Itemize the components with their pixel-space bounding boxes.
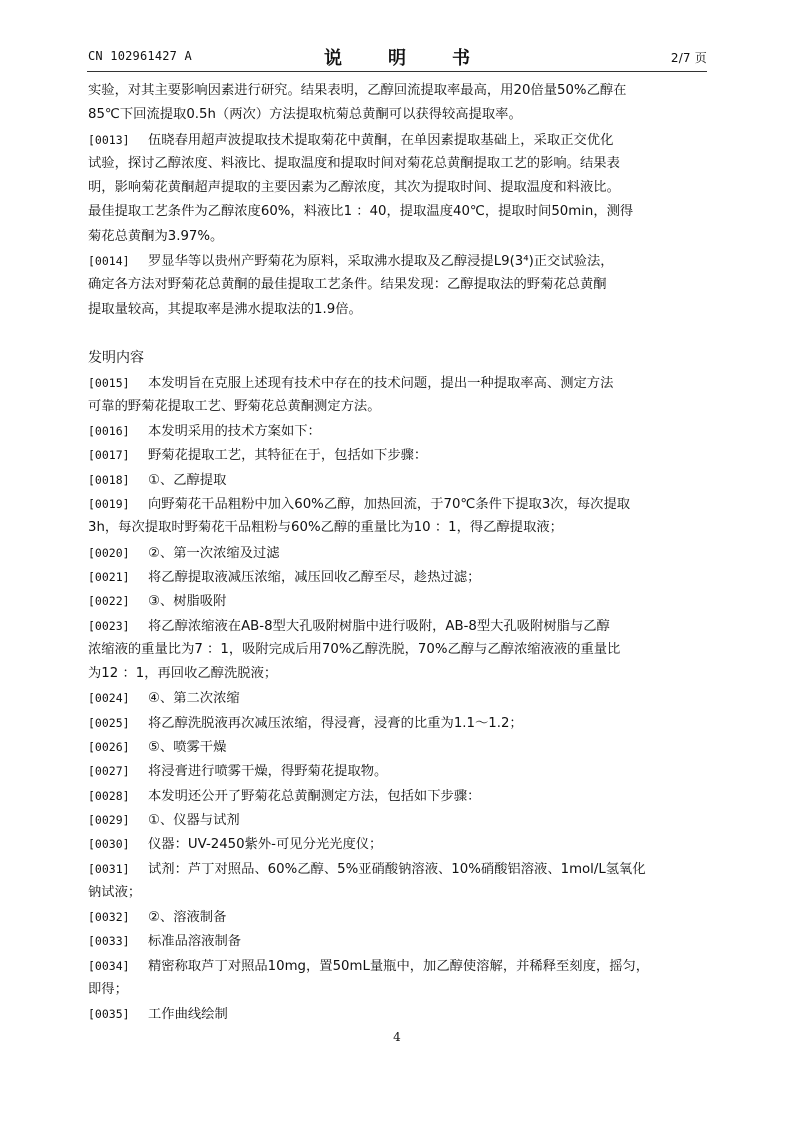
paragraph-number: [0026] xyxy=(88,740,130,755)
paragraph-number: [0021] xyxy=(88,569,130,584)
header-rule xyxy=(87,71,707,72)
paragraph-number: [0016] xyxy=(88,424,130,439)
paragraph-first-line xyxy=(88,371,708,395)
page-number: 4 xyxy=(393,1030,401,1044)
paragraph-first-line xyxy=(88,589,708,613)
line-text: ①、乙醇提取 xyxy=(148,472,227,488)
paragraph-number: [0025] xyxy=(88,715,130,730)
line-text: 本发明旨在克服上述现有技术中存在的技术问题，提出一种提取率高、测定方法 xyxy=(148,375,614,391)
paragraph-first-line xyxy=(88,857,708,881)
paragraph-number: [0015] xyxy=(88,375,130,390)
paragraph-number: [0030] xyxy=(88,837,130,852)
paragraph-number: [0019] xyxy=(88,497,130,512)
paragraph-number: [0022] xyxy=(88,594,130,609)
text-line xyxy=(88,200,708,224)
paragraph-first-line xyxy=(88,929,708,953)
paragraph-number: [0024] xyxy=(88,691,130,706)
line-text: 野菊花提取工艺，其特征在于，包括如下步骤： xyxy=(148,448,428,464)
line-text: ①、仪器与试剂 xyxy=(148,812,240,828)
paragraph-number: [0027] xyxy=(88,764,130,779)
line-text: 仪器：UV-2450紫外-可见分光光度仪； xyxy=(148,837,383,853)
line-text: 3h，每次提取时野菊花干品粗粉与60%乙醇的重量比为10 ：1，得乙醇提取液； xyxy=(88,520,563,536)
line-text: 最佳提取工艺条件为乙醇浓度60%，料液比1 ：40，提取温度40℃，提取时间50min，测得 xyxy=(88,204,634,220)
line-text: 标准品溶液制备 xyxy=(148,934,242,950)
text-line xyxy=(88,273,708,297)
paragraph-number: [0035] xyxy=(88,1007,130,1022)
line-text: 钠试液； xyxy=(88,884,142,900)
paragraph-number: [0017] xyxy=(88,448,130,463)
line-text: 为12 ：1，再回收乙醇洗脱液； xyxy=(88,666,278,682)
line-text: 试剂：芦丁对照品、60%乙醇、5%亚硝酸钠溶液、10%硝酸铝溶液、1mol/L氢氧化 xyxy=(148,861,646,877)
paragraph-first-line xyxy=(88,419,708,443)
paragraph-number: [0033] xyxy=(88,934,130,949)
line-text: 本发明采用的技术方案如下： xyxy=(148,424,321,440)
text-line xyxy=(88,395,708,419)
line-text: 本发明还公开了野菊花总黄酮测定方法，包括如下步骤： xyxy=(148,788,481,804)
document-body xyxy=(88,79,708,1027)
line-text: 将乙醇浓缩液在AB-8型大孔吸附树脂中进行吸附，AB-8型大孔吸附树脂与乙醇 xyxy=(148,618,610,634)
line-text: 菊花总黄酮为3.97%。 xyxy=(88,228,224,244)
text-line xyxy=(88,225,708,249)
line-text: ②、第一次浓缩及过滤 xyxy=(148,545,280,561)
line-text: 将乙醇提取液减压浓缩，减压回收乙醇至尽，趁热过滤； xyxy=(148,569,481,585)
paragraph-first-line xyxy=(88,784,708,808)
text-line xyxy=(88,662,708,686)
text-line xyxy=(88,978,708,1002)
paragraph-number: [0031] xyxy=(88,861,130,876)
paragraph-number: [0020] xyxy=(88,545,130,560)
paragraph-number: [0032] xyxy=(88,910,130,925)
line-text: 可靠的野菊花提取工艺、野菊花总黄酮测定方法。 xyxy=(88,398,381,414)
paragraph-first-line xyxy=(88,614,708,638)
paragraph-first-line xyxy=(88,249,708,273)
line-text: 提取量较高，其提取率是沸水提取法的1.9倍。 xyxy=(88,301,362,317)
paragraph-first-line xyxy=(88,443,708,467)
line-text: 精密称取芦丁对照品10mg，置50mL量瓶中，加乙醇使溶解，并稀释至刻度，摇匀， xyxy=(148,958,650,974)
text-line xyxy=(88,79,708,103)
paragraph-first-line xyxy=(88,565,708,589)
line-text: 即得； xyxy=(88,981,128,997)
paragraph-first-line xyxy=(88,954,708,978)
line-text: 将乙醇洗脱液再次减压浓缩，得浸膏，浸膏的比重为1.1～1.2； xyxy=(148,715,523,731)
line-text: 试验，探讨乙醇浓度、料液比、提取温度和提取时间对菊花总黄酮提取工艺的影响。结果表 xyxy=(88,155,620,171)
paragraph-number: [0018] xyxy=(88,472,130,487)
paragraph-first-line xyxy=(88,905,708,929)
paragraph-number: [0013] xyxy=(88,132,130,147)
paragraph-number: [0029] xyxy=(88,812,130,827)
line-text: ⑤、喷雾干燥 xyxy=(148,740,227,756)
text-line xyxy=(88,152,708,176)
line-text: 将浸膏进行喷雾干燥，得野菊花提取物。 xyxy=(148,764,388,780)
line-text: 伍晓春用超声波提取技术提取菊花中黄酮，在单因素提取基础上，采取正交优化 xyxy=(148,132,614,148)
text-line xyxy=(88,516,708,540)
paragraph-first-line xyxy=(88,759,708,783)
text-line xyxy=(88,176,708,200)
paragraph-first-line xyxy=(88,541,708,565)
line-text: 罗显华等以贵州产野菊花为原料，采取沸水提取及乙醇浸提L9(3⁴)正交试验法， xyxy=(148,254,614,270)
text-line xyxy=(88,322,708,346)
text-line xyxy=(88,298,708,322)
paragraph-first-line xyxy=(88,711,708,735)
page-indicator: 2/7 页 xyxy=(670,51,707,65)
line-text: 发明内容 xyxy=(88,350,144,367)
line-text: 浓缩液的重量比为7 ：1，吸附完成后用70%乙醇洗脱，70%乙醇与乙醇浓缩液液的重量比 xyxy=(88,641,621,657)
line-text: 工作曲线绘制 xyxy=(148,1007,228,1023)
line-text: ③、树脂吸附 xyxy=(148,594,227,610)
paragraph-number: [0014] xyxy=(88,254,130,269)
text-line xyxy=(88,103,708,127)
paragraph-first-line xyxy=(88,1002,708,1026)
line-text: ②、溶液制备 xyxy=(148,910,227,926)
paragraph-first-line xyxy=(88,735,708,759)
paragraph-first-line xyxy=(88,492,708,516)
text-line xyxy=(88,881,708,905)
publication-number: CN 102961427 A xyxy=(88,49,192,63)
line-text: 确定各方法对野菊花总黄酮的最佳提取工艺条件。结果发现：乙醇提取法的野菊花总黄酮 xyxy=(88,277,607,293)
paragraph-first-line xyxy=(88,468,708,492)
line-text: 明，影响菊花黄酮超声提取的主要因素为乙醇浓度，其次为提取时间、提取温度和料液比。 xyxy=(88,180,620,196)
paragraph-first-line xyxy=(88,128,708,152)
section-heading xyxy=(88,346,708,370)
line-text: 85℃下回流提取0.5h（两次）方法提取杭菊总黄酮可以获得较高提取率。 xyxy=(88,107,522,123)
paragraph-first-line xyxy=(88,686,708,710)
paragraph-number: [0034] xyxy=(88,958,130,973)
paragraph-number: [0023] xyxy=(88,618,130,633)
text-line xyxy=(88,638,708,662)
line-text: ④、第二次浓缩 xyxy=(148,691,240,707)
paragraph-first-line xyxy=(88,808,708,832)
paragraph-number: [0028] xyxy=(88,788,130,803)
document-title: 说 明 书 xyxy=(324,48,484,69)
line-text: 实验，对其主要影响因素进行研究。结果表明，乙醇回流提取率最高，用20倍量50%乙醇在 xyxy=(88,83,627,98)
paragraph-first-line xyxy=(88,832,708,856)
line-text: 向野菊花干品粗粉中加入60%乙醇，加热回流，于70℃条件下提取3次，每次提取 xyxy=(148,497,631,513)
